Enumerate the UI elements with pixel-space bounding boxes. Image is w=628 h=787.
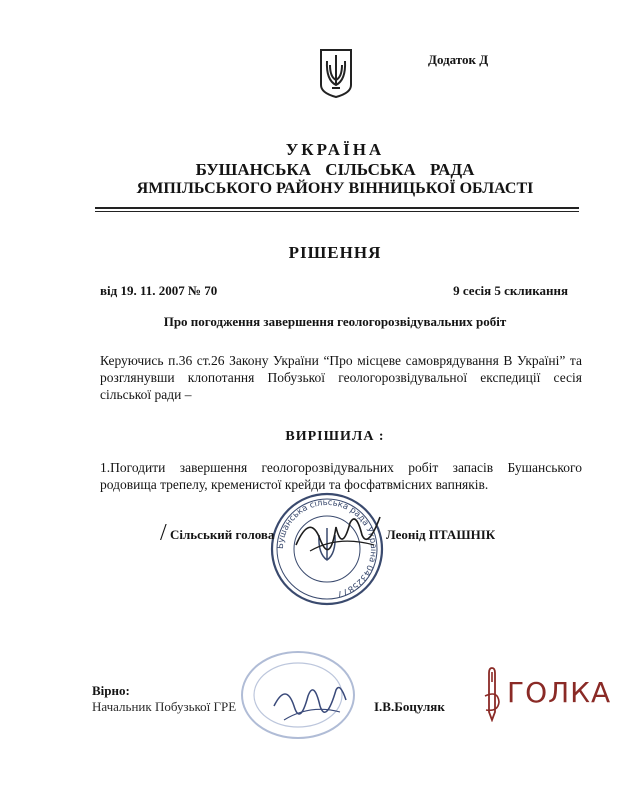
- village-head-title: Сільський голова: [170, 527, 275, 542]
- seal-text: Бушанська сільська рада Україна 04325877: [275, 497, 379, 599]
- header-rule-thick: [95, 207, 579, 209]
- session-line: 9 сесія 5 скликання: [453, 283, 568, 298]
- golka-logo-text: ГОЛКА: [507, 676, 612, 709]
- trident-emblem-icon: [318, 47, 354, 99]
- header-council: БУШАНСЬКА СІЛЬСЬКА РАДА: [195, 160, 475, 179]
- header-region: ЯМПІЛЬСЬКОГО РАЙОНУ ВІННИЦЬКОЇ ОБЛАСТІ: [136, 180, 534, 197]
- header-rule-thin: [95, 211, 579, 212]
- verified-label: Вірно:: [92, 683, 130, 698]
- needle-icon: [484, 666, 500, 722]
- header-country: УКРАЇНА: [285, 140, 385, 159]
- preamble-paragraph: Керуючись п.36 ст.26 Закону України “Про місцеве самоврядування В Україні” та розглянувши клопотання Побузької геологорозвідувальної експедиції сесія сільської ради –: [100, 353, 582, 402]
- head-signature: [290, 505, 385, 565]
- document-title: РІШЕННЯ: [288, 243, 382, 262]
- date-number-line: від 19. 11. 2007 № 70: [100, 283, 218, 298]
- signature-slash-mark: /: [160, 520, 167, 546]
- resolution-item-1: 1.Погодити завершення геологорозвідувальних робіт запасів Бушанського родовища трепелу, кременистої крейди та фосфатвмісних вапняків.: [100, 460, 582, 492]
- gre-head-name: І.В.Боцуляк: [374, 699, 445, 714]
- decided-heading: ВИРІШИЛА :: [285, 429, 385, 444]
- addendum-label: Додаток Д: [428, 52, 489, 67]
- gre-head-title: Начальник Побузької ГРЕ: [92, 699, 237, 714]
- village-head-name: Леонід ПТАШНІК: [386, 527, 496, 542]
- gre-signature: [270, 676, 350, 731]
- decision-subject: Про погодження завершення геологорозвідувальних робіт: [163, 314, 507, 329]
